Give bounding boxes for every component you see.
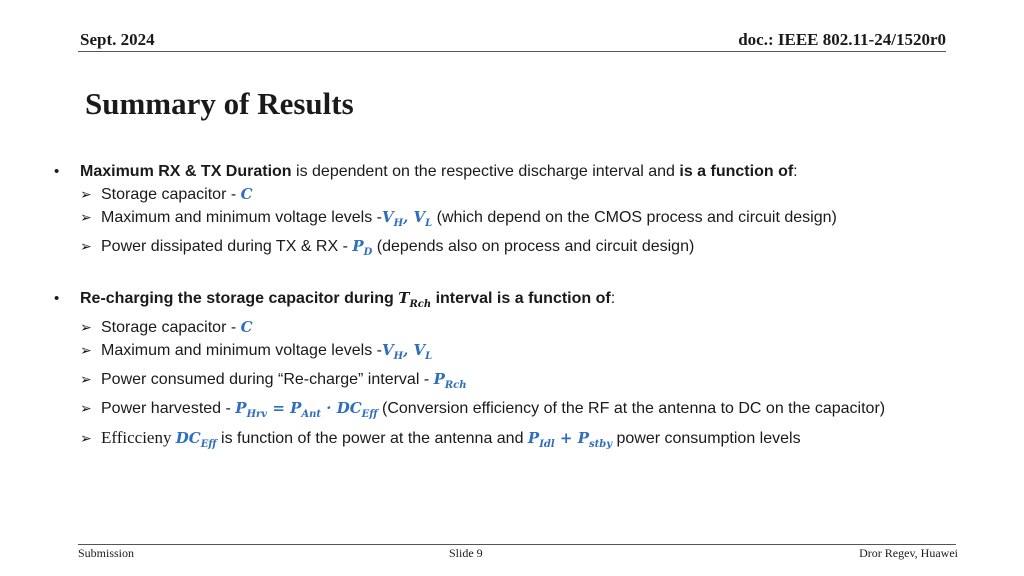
header-date: Sept. 2024 [80, 30, 155, 49]
math-subscript: Rch [444, 380, 467, 391]
sub-bullet-text [101, 183, 253, 206]
footer-submission: Submission [78, 546, 135, 560]
math-subscript: Idl [539, 439, 555, 450]
slide-body [54, 160, 994, 456]
sub-bullet [54, 368, 994, 397]
math-operator: · [321, 399, 337, 417]
math-char: V [381, 341, 394, 359]
plain-text: Power harvested - [101, 400, 236, 417]
math-char: V [413, 208, 426, 226]
math-char: P [433, 370, 445, 388]
bullet-text [80, 287, 615, 316]
spacer [54, 264, 994, 287]
footer-divider [78, 544, 956, 545]
sub-bullet-text [101, 397, 885, 426]
plain-text: : [793, 163, 798, 180]
math-subscript: L [425, 351, 433, 362]
arrow-bullet-icon: ➢ [80, 186, 92, 202]
math-subscript: H [393, 218, 404, 229]
math-separator: , [403, 341, 414, 359]
math-subscript: D [363, 247, 373, 258]
plain-text: Power consumed during “Re-charge” interval - [101, 371, 434, 388]
math-symbol: C [240, 185, 253, 203]
bold-term: Maximum RX & TX Duration [80, 163, 292, 180]
math-subscript: stby [588, 439, 613, 450]
bold-term: Re-charging the storage capacitor during [80, 290, 399, 307]
sub-bullet [54, 339, 994, 368]
math-subscript: Eff [200, 439, 217, 450]
footer-slide-number: Slide 9 [449, 546, 483, 560]
math-operator: + [554, 429, 578, 447]
math-symbol [433, 370, 467, 391]
arrow-bullet-icon: ➢ [80, 238, 92, 254]
sub-bullet-text [101, 206, 837, 235]
math-char: V [381, 208, 394, 226]
sub-bullet-text [101, 368, 467, 397]
math-symbol [381, 208, 433, 229]
plain-text: is dependent on the respective discharge interval and [291, 163, 680, 180]
math-subscript: Hrv [246, 409, 268, 420]
math-expression [235, 399, 378, 420]
math-subscript: Eff [361, 409, 378, 420]
header-doc-id: doc.: IEEE 802.11-24/1520r0 [738, 30, 946, 49]
plain-text: Storage capacitor - [101, 186, 241, 203]
sub-bullet-text [101, 235, 694, 264]
plain-text: is function of the power at the antenna and [216, 430, 528, 447]
bold-term: is a function of [679, 163, 794, 180]
plain-text: : [610, 290, 616, 307]
math-subscript: Ant [301, 409, 322, 420]
math-symbol: C [240, 318, 253, 336]
math-subscript: H [393, 351, 404, 362]
plain-text: Maximum and minimum voltage levels - [101, 209, 382, 226]
sub-bullet-text [101, 316, 253, 339]
math-expression [527, 429, 613, 450]
math-char: T [398, 289, 410, 307]
math-char: P [527, 429, 540, 447]
plain-text: Storage capacitor - [101, 319, 241, 336]
sub-bullet [54, 183, 994, 206]
math-char: DC [175, 429, 201, 447]
footer-author: Dror Regev, Huawei [859, 546, 958, 560]
bold-term: interval is a function of [431, 290, 611, 307]
plain-text: Efficcieny [101, 428, 176, 447]
bullet-dot-icon: • [54, 290, 60, 307]
bullet-rx-tx-duration [54, 160, 994, 183]
plain-text: Power dissipated during TX & RX - [101, 238, 353, 255]
math-subscript: L [425, 218, 433, 229]
math-char: P [577, 429, 589, 447]
arrow-bullet-icon: ➢ [80, 371, 92, 387]
arrow-bullet-icon: ➢ [80, 319, 92, 335]
plain-text: (depends also on process and circuit design) [372, 238, 695, 255]
sub-bullet-text [101, 339, 432, 368]
plain-text: (Conversion efficiency of the RF at the antenna to DC on the capacitor) [377, 400, 886, 417]
plain-text: Maximum and minimum voltage levels - [101, 342, 382, 359]
arrow-bullet-icon: ➢ [80, 209, 92, 225]
sub-bullet-text [101, 426, 801, 456]
plain-text: (which depend on the CMOS process and circuit design) [432, 209, 837, 226]
header-divider [78, 51, 946, 52]
math-symbol [352, 237, 373, 258]
sub-bullet [54, 206, 994, 235]
plain-text: power consumption levels [612, 430, 801, 447]
sub-bullet [54, 235, 994, 264]
bullet-text [80, 160, 798, 183]
arrow-bullet-icon: ➢ [80, 400, 92, 416]
bullet-recharging [54, 287, 994, 316]
math-char: P [290, 399, 302, 417]
math-separator: , [403, 208, 414, 226]
math-char: V [413, 341, 426, 359]
arrow-bullet-icon: ➢ [80, 342, 92, 358]
math-subscript: Rch [409, 299, 432, 310]
page-title: Summary of Results [85, 86, 354, 121]
math-operator: = [267, 399, 291, 417]
sub-bullet [54, 316, 994, 339]
arrow-bullet-icon: ➢ [80, 430, 92, 446]
bullet-dot-icon: • [54, 163, 60, 180]
sub-bullet [54, 426, 994, 456]
math-char: P [352, 237, 364, 255]
math-char: P [235, 399, 247, 417]
math-symbol [175, 429, 217, 450]
math-symbol [381, 341, 433, 362]
math-char: DC [336, 399, 362, 417]
math-symbol [398, 289, 432, 310]
sub-bullet [54, 397, 994, 426]
